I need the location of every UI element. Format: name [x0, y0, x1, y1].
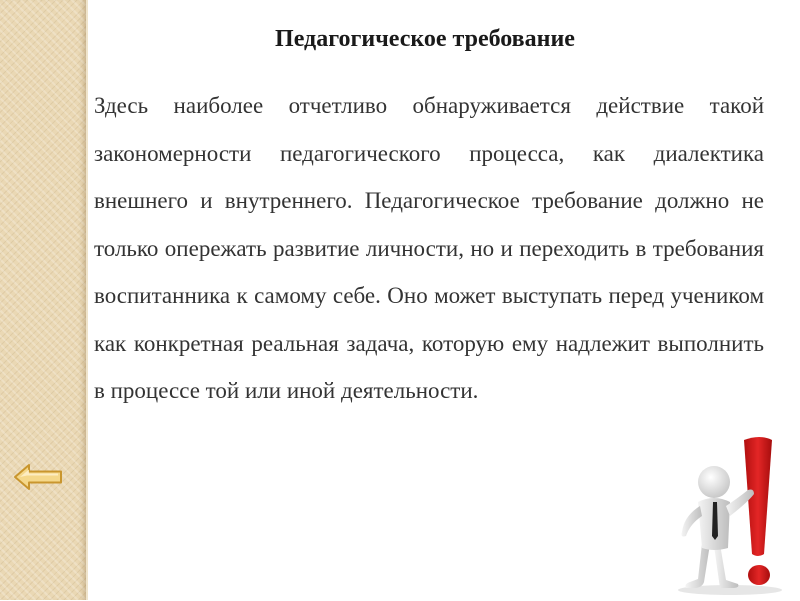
- back-button[interactable]: [12, 462, 64, 492]
- person-with-exclamation-illustration: [668, 432, 792, 596]
- left-arrow-icon: [12, 462, 64, 492]
- slide-title: Педагогическое требование: [275, 26, 575, 52]
- person-with-exclamation-icon: [668, 432, 792, 596]
- decorative-side-strip: [0, 0, 86, 600]
- slide-body-text: Здесь наиболее отчетливо обнаруживается действие такой закономерности педагогического процесса, как диалектика внешнего и внутреннего. Педагогическое требование должно не только опережать развитие личности, но и переходить в требования воспитанника к самому себе. Оно может выступать перед учеником как конкретная реальная задача, которую ему надлежит выполнить в процессе той или иной деятельности.: [94, 93, 764, 403]
- side-strip-divider: [86, 0, 88, 600]
